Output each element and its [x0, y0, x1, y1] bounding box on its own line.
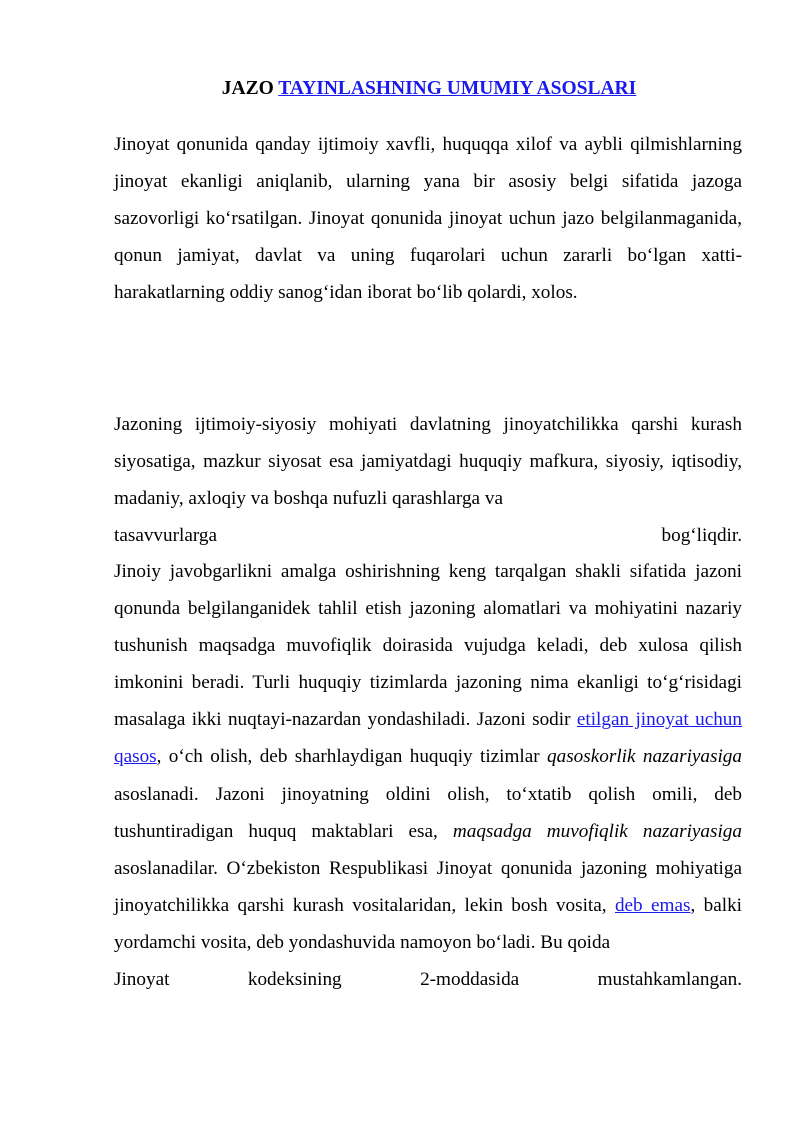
paragraph-3-body	[114, 553, 742, 961]
last-word-1: Jinoyat	[114, 969, 170, 991]
paragraph-1: Jinoyat qonunida qanday ijtimoiy xavfli, huquqqa xilof va aybli qilmishlarning jinoyat ekanligi aniqlanib, ularning yana bir asosiy belgi sifatida jazoga sazovorligi ko‘rsatilgan. Jinoyat qonunida jinoyat uchun jazo belgilanmaganida, qonun jamiyat, davlat va uning fuqarolari uchun zararli bo‘lgan xatti-harakatlarning oddiy sanog‘idan iborat bo‘lib qolardi, xolos.	[114, 134, 742, 304]
paragraph-2-last-line	[114, 517, 742, 554]
paragraph-2-body: Jazoning ijtimoiy-siyosiy mohiyati davlatning jinoyatchilikka qarshi kurash siyosatiga, mazkur siyosat esa jamiyatdagi huquqiy mafkura, siyosiy, iqtisodiy, madaniy, axloqiy va boshqa nufuzli qarashlarga va	[114, 414, 742, 510]
italic-term-maqsadga: maqsadga muvofiqlik nazariyasiga	[452, 820, 742, 842]
last-word-2: kodeksining	[247, 969, 342, 991]
paragraph-2-last-left: tasavvurlarga	[114, 525, 218, 547]
last-word-3: 2-moddasida	[420, 969, 520, 991]
paragraph-2	[114, 406, 742, 554]
title-link[interactable]: TAYINLASHNING UMUMIY ASOSLARI	[278, 78, 637, 99]
paragraph-3-text-1: Jinoiy javobgarlikni amalga oshirishning keng tarqalgan shakli sifatida jazoni qonunda belgilanganidek tahlil etish jazoning alomatlari va mohiyatini nazariy tushunish maqsadga muvofiqlik doirasida vujudga keladi, deb xulosa qilish imkonini beradi. Turli huquqiy tizimlarda jazoning nima ekanligi to‘g‘risidagi masalaga ikki nuqtayi-nazardan yondashiladi. Jazoni sodir	[114, 561, 742, 731]
paragraph-3-text-2: , o‘ch olish, deb sharhlaydigan huquqiy tizimlar	[156, 746, 548, 768]
paragraph-3	[114, 553, 742, 998]
paragraph-3-last-line	[114, 961, 742, 998]
last-word-4: mustahkamlangan.	[597, 969, 742, 991]
title-text: JAZO	[221, 78, 279, 99]
inline-link-qasos[interactable]: etilgan jinoyat uchun qasos	[114, 709, 742, 768]
italic-term-qasoskorlik: qasoskorlik nazariyasiga	[547, 746, 742, 768]
paragraph-2-last-right: bog‘liqdir.	[661, 525, 742, 547]
page-title	[0, 76, 800, 102]
paragraph-3-text-5: , balki yordamchi vosita, deb yondashuvida namoyon bo‘ladi. Bu qoida	[114, 894, 742, 953]
inline-link-deb-emas[interactable]: deb emas	[614, 894, 691, 916]
paragraph-3-text-4: asoslanadilar. O‘zbekiston Respublikasi Jinoyat qonunida jazoning mohiyatiga jinoyatchilikka qarshi kurash vositalaridan, lekin bosh vosita,	[114, 857, 742, 916]
paragraph-3-text-3: asoslanadi. Jazoni jinoyatning oldini olish, to‘xtatib qolish omili, deb tushuntiradigan huquq maktablari esa,	[114, 783, 742, 842]
